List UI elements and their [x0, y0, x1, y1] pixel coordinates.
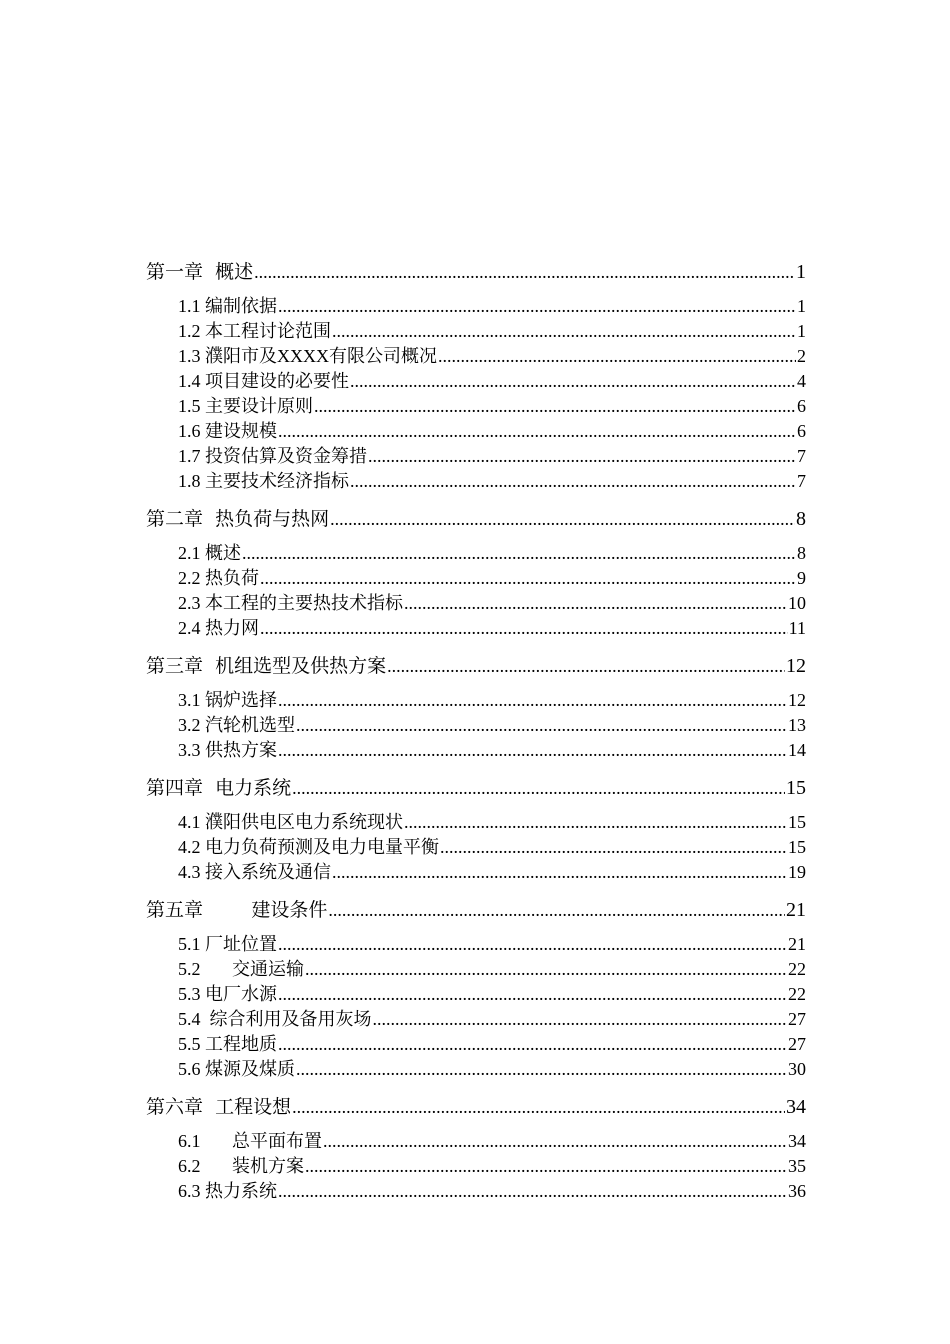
toc-page-number: 12: [788, 690, 806, 710]
toc-page-number: 13: [788, 715, 806, 735]
toc-page-number: 1: [796, 261, 806, 283]
toc-section-entry[interactable]: [146, 713, 806, 738]
toc-section-entry[interactable]: [146, 566, 806, 591]
toc-leader-dots: [278, 419, 796, 444]
toc-chapter-entry[interactable]: [146, 259, 806, 285]
toc-entry-title: 6.2 装机方案: [178, 1156, 304, 1176]
toc-entry-title: 3.1 锅炉选择: [178, 690, 277, 710]
toc-entry-title: 第四章 电力系统: [146, 777, 292, 799]
toc-section-entry[interactable]: [146, 688, 806, 713]
toc-entry-title: 4.2 电力负荷预测及电力电量平衡: [178, 837, 439, 857]
toc-page-number: 19: [788, 862, 806, 882]
toc-entry-title: 5.6 煤源及煤质: [178, 1059, 295, 1079]
toc-leader-dots: [440, 835, 787, 860]
toc-chapter-entry[interactable]: [146, 1094, 806, 1120]
toc-leader-dots: [242, 541, 796, 566]
toc-page-number: 21: [788, 934, 806, 954]
toc-section-entry[interactable]: [146, 1057, 806, 1082]
toc-entry-title: 第五章 建设条件: [146, 899, 328, 921]
table-of-contents: [146, 259, 806, 1204]
toc-entry-title: 1.1 编制依据: [178, 296, 277, 316]
toc-entry-title: 2.4 热力网: [178, 618, 259, 638]
toc-leader-dots: [292, 1094, 785, 1120]
toc-section-entry[interactable]: [146, 319, 806, 344]
toc-leader-dots: [278, 1032, 787, 1057]
toc-leader-dots: [260, 566, 796, 591]
toc-leader-dots: [438, 344, 796, 369]
toc-section-entry[interactable]: [146, 469, 806, 494]
toc-section-entry[interactable]: [146, 591, 806, 616]
toc-entry-title: 1.2 本工程讨论范围: [178, 321, 331, 341]
toc-section-entry[interactable]: [146, 1007, 806, 1032]
toc-entry-title: 1.8 主要技术经济指标: [178, 471, 349, 491]
toc-leader-dots: [328, 897, 785, 923]
toc-page-number: 34: [788, 1131, 806, 1151]
toc-page-number: 27: [788, 1034, 806, 1054]
toc-leader-dots: [330, 506, 795, 532]
toc-page-number: 8: [796, 508, 806, 530]
toc-entry-title: 2.1 概述: [178, 543, 241, 563]
toc-entry-title: 4.3 接入系统及通信: [178, 862, 331, 882]
toc-entry-title: 第三章 机组选型及供热方案: [146, 655, 387, 677]
toc-chapter-entry[interactable]: [146, 897, 806, 923]
toc-page-number: 15: [788, 837, 806, 857]
toc-entry-title: 3.2 汽轮机选型: [178, 715, 295, 735]
toc-page-number: 22: [788, 984, 806, 1004]
toc-section-entry[interactable]: [146, 344, 806, 369]
toc-entry-title: 5.1 厂址位置: [178, 934, 277, 954]
toc-leader-dots: [296, 713, 787, 738]
toc-leader-dots: [404, 810, 787, 835]
toc-leader-dots: [332, 860, 787, 885]
toc-page-number: 15: [786, 777, 806, 799]
toc-entry-title: 3.3 供热方案: [178, 740, 277, 760]
toc-leader-dots: [305, 957, 787, 982]
toc-chapter-entry[interactable]: [146, 653, 806, 679]
toc-entry-title: 5.5 工程地质: [178, 1034, 277, 1054]
toc-page-number: 36: [788, 1181, 806, 1201]
toc-entry-title: 1.7 投资估算及资金筹措: [178, 446, 367, 466]
toc-entry-title: 4.1 濮阳供电区电力系统现状: [178, 812, 403, 832]
toc-page-number: 34: [786, 1096, 806, 1118]
toc-leader-dots: [314, 394, 796, 419]
toc-leader-dots: [368, 444, 796, 469]
toc-section-entry[interactable]: [146, 419, 806, 444]
toc-leader-dots: [373, 1007, 788, 1032]
toc-entry-title: 6.1 总平面布置: [178, 1131, 322, 1151]
toc-page-number: 14: [788, 740, 806, 760]
toc-leader-dots: [278, 1179, 787, 1204]
toc-entry-title: 1.3 濮阳市及XXXX有限公司概况: [178, 346, 437, 366]
toc-section-entry[interactable]: [146, 957, 806, 982]
toc-page-number: 2: [797, 346, 806, 366]
toc-leader-dots: [278, 932, 787, 957]
toc-entry-title: 2.3 本工程的主要热技术指标: [178, 593, 403, 613]
toc-leader-dots: [278, 738, 787, 763]
toc-section-entry[interactable]: [146, 860, 806, 885]
toc-leader-dots: [278, 982, 787, 1007]
toc-entry-title: 5.3 电厂水源: [178, 984, 277, 1004]
toc-leader-dots: [387, 653, 785, 679]
toc-page-number: 35: [788, 1156, 806, 1176]
toc-entry-title: 第六章 工程设想: [146, 1096, 292, 1118]
toc-leader-dots: [296, 1057, 787, 1082]
toc-entry-title: 1.5 主要设计原则: [178, 396, 313, 416]
toc-section-entry[interactable]: [146, 1129, 806, 1154]
toc-leader-dots: [292, 775, 785, 801]
toc-page-number: 8: [797, 543, 806, 563]
toc-chapter-entry[interactable]: [146, 506, 806, 532]
toc-page-number: 7: [797, 446, 806, 466]
toc-entry-title: 1.4 项目建设的必要性: [178, 371, 349, 391]
toc-page-number: 30: [788, 1059, 806, 1079]
toc-section-entry[interactable]: [146, 932, 806, 957]
toc-leader-dots: [254, 259, 795, 285]
toc-page-number: 9: [797, 568, 806, 588]
toc-leader-dots: [350, 469, 796, 494]
toc-entry-title: 第一章 概述: [146, 261, 254, 283]
toc-leader-dots: [305, 1154, 787, 1179]
toc-page-number: 6: [797, 396, 806, 416]
toc-section-entry[interactable]: [146, 835, 806, 860]
toc-page-number: 1: [797, 321, 806, 341]
toc-section-entry[interactable]: [146, 1154, 806, 1179]
toc-leader-dots: [323, 1129, 787, 1154]
toc-page-number: 10: [788, 593, 806, 613]
toc-page-number: 12: [786, 655, 806, 677]
toc-section-entry[interactable]: [146, 1179, 806, 1204]
toc-chapter-entry[interactable]: [146, 775, 806, 801]
toc-section-entry[interactable]: [146, 738, 806, 763]
toc-leader-dots: [278, 294, 796, 319]
toc-leader-dots: [260, 616, 788, 641]
toc-page-number: 1: [797, 296, 806, 316]
toc-leader-dots: [350, 369, 796, 394]
toc-leader-dots: [278, 688, 787, 713]
toc-page-number: 27: [788, 1009, 806, 1029]
toc-section-entry[interactable]: [146, 616, 806, 641]
toc-leader-dots: [404, 591, 787, 616]
toc-entry-title: 5.2 交通运输: [178, 959, 304, 979]
toc-page-number: 4: [797, 371, 806, 391]
toc-entry-title: 5.4 综合利用及备用灰场: [178, 1009, 372, 1029]
toc-section-entry[interactable]: [146, 394, 806, 419]
toc-entry-title: 6.3 热力系统: [178, 1181, 277, 1201]
toc-entry-title: 1.6 建设规模: [178, 421, 277, 441]
toc-section-entry[interactable]: [146, 369, 806, 394]
toc-section-entry[interactable]: [146, 444, 806, 469]
toc-page-number: 22: [788, 959, 806, 979]
toc-section-entry[interactable]: [146, 1032, 806, 1057]
toc-page-number: 11: [788, 618, 806, 638]
toc-section-entry[interactable]: [146, 982, 806, 1007]
toc-section-entry[interactable]: [146, 294, 806, 319]
toc-page-number: 21: [786, 899, 806, 921]
toc-page-number: 6: [797, 421, 806, 441]
toc-section-entry[interactable]: [146, 810, 806, 835]
toc-section-entry[interactable]: [146, 541, 806, 566]
toc-page-number: 15: [788, 812, 806, 832]
toc-leader-dots: [332, 319, 796, 344]
toc-page-number: 7: [797, 471, 806, 491]
toc-entry-title: 2.2 热负荷: [178, 568, 259, 588]
toc-entry-title: 第二章 热负荷与热网: [146, 508, 330, 530]
